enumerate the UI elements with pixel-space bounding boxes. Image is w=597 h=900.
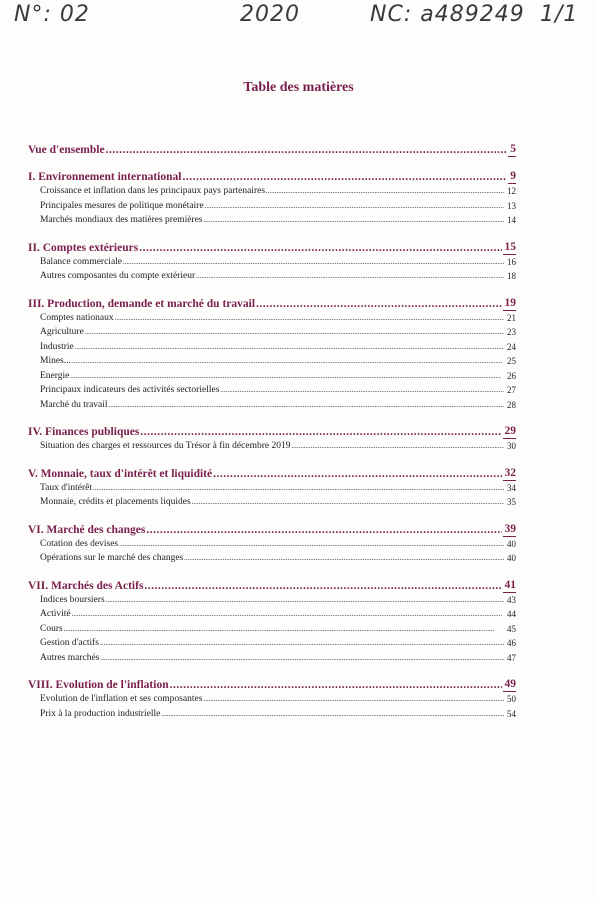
toc-section-label: II. Comptes extérieurs — [28, 241, 139, 254]
toc-section-label: V. Monnaie, taux d'intérêt et liquidité — [28, 467, 213, 480]
toc-section-page: 32 — [504, 466, 516, 479]
toc-section-page: 5 — [510, 143, 516, 155]
toc-entry-label: Opérations sur le marché des changes — [40, 553, 184, 563]
toc-entry[interactable] — [28, 311, 516, 326]
toc-entry[interactable] — [28, 213, 516, 228]
toc-entry[interactable] — [28, 551, 516, 566]
toc-entry-label: Principales mesures de politique monétaire — [40, 200, 204, 211]
handwritten-doc-number: N°: 02 — [14, 2, 90, 27]
toc-entry-label: Situation des charges et ressources du Trésor à fin décembre 2019 — [40, 441, 291, 451]
toc-entry-page: 40 — [507, 553, 516, 563]
toc-section-label: VI. Marché des changes — [28, 523, 146, 536]
toc-leader-dots — [72, 354, 504, 369]
toc-entry[interactable] — [28, 593, 516, 608]
toc-entry[interactable] — [28, 340, 516, 355]
toc-leader-dots — [93, 481, 504, 496]
toc-entry-page: 12 — [507, 186, 516, 196]
toc-leader-dots — [213, 467, 501, 481]
toc-entry-label: Evolution de l'inflation et ses composantes — [40, 694, 203, 704]
toc-leader-dots — [144, 579, 501, 593]
toc-section-label: VIII. Evolution de l'inflation — [28, 679, 169, 691]
toc-entry-page: 16 — [507, 256, 516, 267]
toc-entry[interactable] — [28, 369, 516, 384]
toc-entry-label: Taux d'intérêt — [40, 482, 92, 493]
toc-section-page: 15 — [504, 240, 516, 253]
toc-entry-page: 35 — [507, 497, 516, 507]
toc-section[interactable] — [28, 297, 516, 311]
toc-entry-label: Agriculture — [40, 327, 84, 337]
toc-leader-dots — [85, 325, 504, 340]
toc-entry[interactable] — [28, 495, 516, 510]
toc-entry-page: 40 — [507, 538, 516, 549]
toc-entry-page: 45 — [507, 623, 516, 634]
toc-entry-label: Autres marchés — [40, 652, 100, 663]
handwritten-year: 2020 — [240, 2, 300, 27]
toc-leader-dots — [140, 425, 501, 439]
toc-section-label: VII. Marchés des Actifs — [28, 579, 144, 592]
toc-section[interactable] — [28, 678, 516, 692]
toc-entry-label: Industrie — [40, 341, 74, 352]
toc-leader-dots — [100, 651, 504, 666]
toc-leader-dots — [204, 213, 505, 228]
toc-leader-dots — [72, 607, 504, 622]
toc-entry-page: 23 — [507, 327, 516, 337]
toc-entry-page: 46 — [507, 638, 516, 648]
toc-entry-page: 54 — [507, 708, 516, 719]
toc-section-page: 19 — [504, 296, 516, 309]
toc-entry-label: Balance commerciale — [40, 256, 123, 267]
toc-entry-page: 24 — [507, 341, 516, 352]
toc-leader-dots — [100, 636, 504, 651]
toc-section-page: 29 — [504, 425, 516, 437]
toc-section-label: IV. Finances publiques — [28, 426, 140, 438]
toc-leader-dots — [205, 199, 504, 214]
toc-entry-page: 34 — [507, 482, 516, 493]
toc-entry-label: Marché du travail — [40, 399, 108, 410]
toc-leader-dots — [75, 340, 504, 355]
toc-leader-dots — [70, 369, 504, 384]
toc-entry-page: 30 — [507, 441, 516, 451]
toc-entry-page: 25 — [507, 356, 516, 366]
toc-section[interactable] — [28, 170, 516, 184]
toc-entry-label: Gestion d'actifs — [40, 638, 99, 648]
toc-entry-page: 27 — [507, 385, 516, 395]
toc-leader-dots — [109, 398, 504, 413]
handwritten-page-count: 1/1 — [540, 2, 579, 27]
toc-entry-page: 28 — [507, 399, 516, 410]
toc-leader-dots — [106, 143, 508, 157]
toc-entry-label: Cours — [40, 623, 63, 634]
toc-leader-dots — [203, 692, 504, 707]
toc-entry-label: Indices boursiers — [40, 594, 105, 605]
toc-section[interactable] — [28, 425, 516, 439]
toc-entry[interactable] — [28, 255, 516, 270]
toc-entry[interactable] — [28, 607, 516, 622]
toc-leader-dots — [64, 622, 504, 637]
page-title: Table des matières — [243, 80, 354, 95]
toc-entry-page: 21 — [507, 312, 516, 323]
toc-entry-label: Autres composantes du compte extérieur — [40, 271, 196, 281]
toc-entry-label: Monnaie, crédits et placements liquides — [40, 497, 191, 507]
toc-entry-page: 44 — [507, 609, 516, 619]
toc-entry-page: 43 — [507, 594, 516, 605]
toc-leader-dots — [192, 495, 504, 510]
toc-entry-page: 47 — [507, 652, 516, 663]
toc-section-label: I. Environnement international — [28, 171, 182, 183]
toc-entry[interactable] — [28, 354, 516, 369]
toc-entry-page: 13 — [507, 200, 516, 211]
toc-section-label: Vue d'ensemble — [28, 144, 105, 156]
toc-leader-dots — [182, 170, 507, 184]
toc-entry[interactable] — [28, 537, 516, 552]
toc-section-page: 9 — [510, 170, 516, 182]
toc-leader-dots — [115, 311, 504, 326]
toc-entry-label: Activité — [40, 609, 71, 619]
toc-entry-label: Comptes nationaux — [40, 312, 114, 323]
toc-entry[interactable] — [28, 199, 516, 214]
toc-entry-label: Prix à la production industrielle — [40, 708, 161, 719]
toc-section[interactable] — [28, 143, 516, 157]
handwritten-reference: NC: a489249 — [370, 2, 525, 27]
toc-section[interactable] — [28, 523, 516, 537]
toc-leader-dots — [170, 678, 502, 692]
toc-leader-dots — [256, 297, 501, 311]
toc-entry[interactable] — [28, 398, 516, 413]
toc-leader-dots — [139, 241, 501, 255]
toc-entry-page: 50 — [507, 694, 516, 704]
toc-entry[interactable] — [28, 269, 516, 284]
toc-entry[interactable] — [28, 481, 516, 496]
toc-section[interactable] — [28, 467, 516, 481]
toc-entry[interactable] — [28, 622, 516, 637]
toc-section-page: 49 — [504, 678, 516, 690]
toc-entry[interactable] — [28, 184, 516, 199]
table-of-contents — [28, 143, 516, 721]
toc-entry-label: Principaux indicateurs des activités sectorielles — [40, 385, 220, 395]
toc-entry[interactable] — [28, 636, 516, 651]
toc-leader-dots — [184, 551, 504, 566]
toc-entry-page: 26 — [507, 370, 516, 381]
toc-entry[interactable] — [28, 383, 516, 398]
toc-section[interactable] — [28, 579, 516, 593]
toc-leader-dots — [196, 269, 504, 284]
toc-entry[interactable] — [28, 439, 516, 454]
toc-section[interactable] — [28, 241, 516, 255]
toc-entry-label: Marchés mondiaux des matières premières — [40, 215, 203, 225]
toc-entry[interactable] — [28, 325, 516, 340]
toc-entry-label: Mines... — [40, 356, 71, 366]
toc-entry-page: 14 — [507, 215, 516, 225]
toc-leader-dots — [146, 523, 501, 537]
toc-leader-dots — [291, 439, 504, 454]
toc-leader-dots — [106, 593, 504, 608]
toc-leader-dots — [266, 184, 504, 199]
toc-section-page: 41 — [504, 578, 516, 591]
toc-entry[interactable] — [28, 692, 516, 707]
toc-entry-page: 18 — [507, 271, 516, 281]
toc-entry[interactable] — [28, 651, 516, 666]
toc-entry-label: Cotation des devises — [40, 538, 119, 549]
toc-section-page: 39 — [504, 522, 516, 535]
toc-entry-label: Energie — [40, 370, 70, 381]
toc-entry-label: Croissance et inflation dans les principaux pays partenaires — [40, 186, 266, 196]
toc-leader-dots — [123, 255, 504, 270]
toc-entry[interactable] — [28, 707, 516, 722]
toc-leader-dots — [220, 383, 504, 398]
toc-section-label: III. Production, demande et marché du travail — [28, 297, 256, 310]
toc-leader-dots — [119, 537, 504, 552]
toc-leader-dots — [161, 707, 504, 722]
